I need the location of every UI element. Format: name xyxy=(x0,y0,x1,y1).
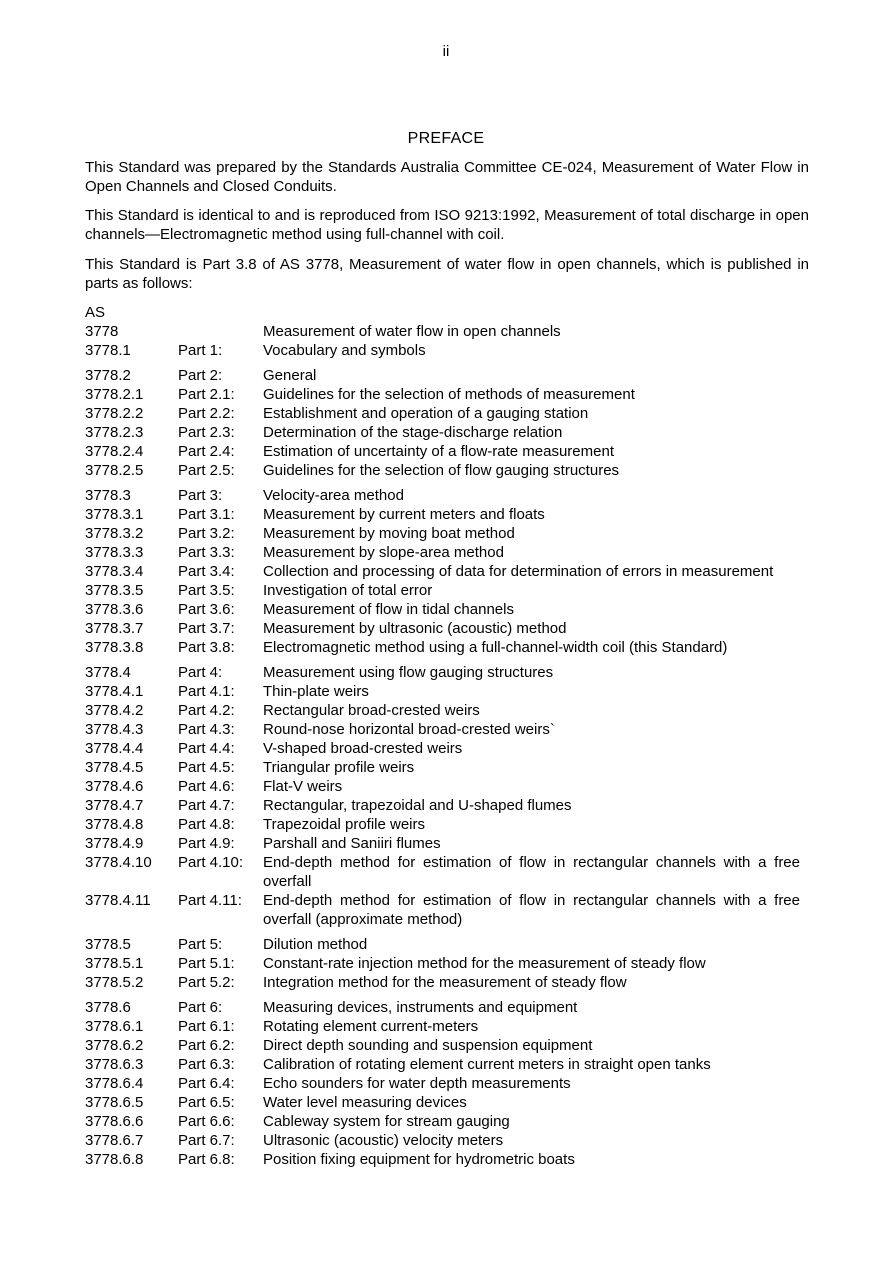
part-title: Vocabulary and symbols xyxy=(263,342,426,359)
part-standard-number: 3778.2 xyxy=(85,367,131,384)
parts-list-row xyxy=(85,505,809,524)
part-label: Part 3.7: xyxy=(178,620,235,637)
part-label: Part 2.3: xyxy=(178,424,235,441)
part-label: Part 6.6: xyxy=(178,1113,235,1130)
part-standard-number: 3778.1 xyxy=(85,342,131,359)
parts-list-row xyxy=(85,1112,809,1131)
part-standard-number: 3778.3.1 xyxy=(85,506,144,523)
part-label: Part 2.4: xyxy=(178,443,235,460)
part-title: Collection and processing of data for determination of errors in measurement xyxy=(263,563,774,580)
part-standard-number: 3778.4.1 xyxy=(85,683,144,700)
part-standard-number: 3778 xyxy=(85,323,119,340)
part-standard-number: 3778.6 xyxy=(85,999,131,1016)
part-title: Integration method for the measurement of steady flow xyxy=(263,974,627,991)
part-title: End-depth method for estimation of flow in rectangular channels with a free overfall xyxy=(263,854,800,890)
part-standard-number: 3778.6.2 xyxy=(85,1037,144,1054)
part-label: Part 6.8: xyxy=(178,1151,235,1168)
part-title: Measurement using flow gauging structures xyxy=(263,664,554,681)
part-standard-number: 3778.4.7 xyxy=(85,797,144,814)
parts-list-row xyxy=(85,1017,809,1036)
parts-list-row xyxy=(85,486,809,505)
part-standard-number: 3778.2.4 xyxy=(85,443,144,460)
part-standard-number: 3778.5.1 xyxy=(85,955,144,972)
part-label: Part 3.1: xyxy=(178,506,235,523)
part-standard-number: 3778.6.6 xyxy=(85,1113,144,1130)
parts-list-row xyxy=(85,998,809,1017)
part-label: Part 5.1: xyxy=(178,955,235,972)
part-standard-number: 3778.4.4 xyxy=(85,740,144,757)
part-title: Water level measuring devices xyxy=(263,1094,467,1111)
part-label: Part 4.5: xyxy=(178,759,235,776)
part-standard-number: 3778.2.2 xyxy=(85,405,144,422)
part-standard-number: 3778.4.8 xyxy=(85,816,144,833)
parts-list-row xyxy=(85,524,809,543)
part-label: Part 2: xyxy=(178,367,223,384)
part-title: Parshall and Saniiri flumes xyxy=(263,835,441,852)
part-label: Part 3.3: xyxy=(178,544,235,561)
part-standard-number: 3778.3.4 xyxy=(85,563,144,580)
part-label: Part 6.5: xyxy=(178,1094,235,1111)
part-standard-number: 3778.4.2 xyxy=(85,702,144,719)
parts-list-row xyxy=(85,1150,809,1169)
part-title: Investigation of total error xyxy=(263,582,433,599)
part-label: Part 4.7: xyxy=(178,797,235,814)
parts-list-row xyxy=(85,404,809,423)
part-label: Part 6.1: xyxy=(178,1018,235,1035)
part-title: Dilution method xyxy=(263,936,368,953)
part-label: Part 4.9: xyxy=(178,835,235,852)
part-title: Flat-V weirs xyxy=(263,778,343,795)
part-label: Part 3.8: xyxy=(178,639,235,656)
part-title: Calibration of rotating element current meters in straight open tanks xyxy=(263,1056,711,1073)
parts-list-row xyxy=(85,682,809,701)
parts-list-row xyxy=(85,796,809,815)
parts-list-row xyxy=(85,935,809,954)
part-standard-number: 3778.4 xyxy=(85,664,131,681)
parts-list-row xyxy=(85,581,809,600)
part-label: Part 4.11: xyxy=(178,892,242,909)
part-label: Part 3.5: xyxy=(178,582,235,599)
page-number: ii xyxy=(442,43,450,60)
part-standard-number: 3778.6.1 xyxy=(85,1018,144,1035)
part-standard-number: 3778.3.8 xyxy=(85,639,144,656)
part-title: Direct depth sounding and suspension equipment xyxy=(263,1037,593,1054)
part-title: Measurement by ultrasonic (acoustic) method xyxy=(263,620,567,637)
part-title: Position fixing equipment for hydrometric boats xyxy=(263,1151,575,1168)
part-standard-number: 3778.6.7 xyxy=(85,1132,144,1149)
part-standard-number: 3778.4.3 xyxy=(85,721,144,738)
part-label: Part 6.3: xyxy=(178,1056,235,1073)
part-standard-number: 3778.6.3 xyxy=(85,1056,144,1073)
part-title: Cableway system for stream gauging xyxy=(263,1113,510,1130)
part-label: Part 3: xyxy=(178,487,223,504)
part-label: Part 2.5: xyxy=(178,462,235,479)
parts-list-row xyxy=(85,834,809,853)
part-label: Part 5.2: xyxy=(178,974,235,991)
part-label: Part 3.6: xyxy=(178,601,235,618)
preface-paragraph: This Standard was prepared by the Standards Australia Committee CE-024, Measurement of Water Flow in Open Channels and Closed Conduits. xyxy=(85,159,809,195)
parts-list-row xyxy=(85,954,809,973)
parts-list-row xyxy=(85,891,809,929)
parts-list-row xyxy=(85,720,809,739)
part-standard-number: 3778.3.7 xyxy=(85,620,144,637)
part-label: Part 6.7: xyxy=(178,1132,235,1149)
part-standard-number: 3778.4.6 xyxy=(85,778,144,795)
parts-list-row xyxy=(85,853,809,891)
part-label: Part 3.2: xyxy=(178,525,235,542)
parts-list-row xyxy=(85,1036,809,1055)
part-standard-number: 3778.5.2 xyxy=(85,974,144,991)
part-standard-number: 3778.3.3 xyxy=(85,544,144,561)
part-label: Part 4.1: xyxy=(178,683,235,700)
part-standard-number: 3778.6.4 xyxy=(85,1075,144,1092)
part-label: Part 5: xyxy=(178,936,223,953)
part-label: Part 3.4: xyxy=(178,563,235,580)
parts-list-row xyxy=(85,1055,809,1074)
parts-list-row xyxy=(85,973,809,992)
part-title: Measurement by slope-area method xyxy=(263,544,504,561)
part-title: Measurement of flow in tidal channels xyxy=(263,601,514,618)
part-title: End-depth method for estimation of flow in rectangular channels with a free overfall (approximate method) xyxy=(263,892,800,928)
part-title: Guidelines for the selection of flow gauging structures xyxy=(263,462,620,479)
part-standard-number: 3778.4.10 xyxy=(85,854,152,871)
part-label: Part 2.2: xyxy=(178,405,235,422)
part-standard-number: 3778.3.2 xyxy=(85,525,144,542)
part-label: Part 1: xyxy=(178,342,223,359)
part-title: Electromagnetic method using a full-channel-width coil (this Standard) xyxy=(263,639,728,656)
part-title: Rectangular, trapezoidal and U-shaped flumes xyxy=(263,797,572,814)
parts-list-row xyxy=(85,366,809,385)
parts-list-row xyxy=(85,739,809,758)
parts-list-row xyxy=(85,385,809,404)
part-label: Part 4.2: xyxy=(178,702,235,719)
parts-list xyxy=(85,303,809,1169)
part-label: Part 2.1: xyxy=(178,386,235,403)
part-label: Part 4.10: xyxy=(178,854,244,871)
parts-list-header: AS xyxy=(85,304,106,321)
part-standard-number: 3778.3.5 xyxy=(85,582,144,599)
part-title: Establishment and operation of a gauging station xyxy=(263,405,589,422)
part-label: Part 4.4: xyxy=(178,740,235,757)
parts-list-row xyxy=(85,322,809,341)
parts-list-row xyxy=(85,777,809,796)
parts-list-row xyxy=(85,442,809,461)
part-title: Constant-rate injection method for the measurement of steady flow xyxy=(263,955,706,972)
part-title: Measurement by current meters and floats xyxy=(263,506,545,523)
parts-list-row xyxy=(85,562,809,581)
part-title: Rotating element current-meters xyxy=(263,1018,479,1035)
part-standard-number: 3778.2.3 xyxy=(85,424,144,441)
part-title: Triangular profile weirs xyxy=(263,759,415,776)
part-title: Round-nose horizontal broad-crested weirs` xyxy=(263,721,555,738)
part-title: Determination of the stage-discharge relation xyxy=(263,424,563,441)
part-standard-number: 3778.6.8 xyxy=(85,1151,144,1168)
preface-paragraph: This Standard is identical to and is reproduced from ISO 9213:1992, Measurement of total discharge in open channels—Electromagnetic method using full-channel with coil. xyxy=(85,207,809,243)
part-label: Part 6.4: xyxy=(178,1075,235,1092)
parts-list-row xyxy=(85,758,809,777)
part-standard-number: 3778.5 xyxy=(85,936,131,953)
part-title: Rectangular broad-crested weirs xyxy=(263,702,480,719)
part-title: Estimation of uncertainty of a flow-rate measurement xyxy=(263,443,614,460)
part-standard-number: 3778.3 xyxy=(85,487,131,504)
part-title: General xyxy=(263,367,317,384)
part-standard-number: 3778.2.5 xyxy=(85,462,144,479)
parts-list-row xyxy=(85,1093,809,1112)
part-title: Measurement by moving boat method xyxy=(263,525,515,542)
part-title: Trapezoidal profile weirs xyxy=(263,816,426,833)
part-title: Thin-plate weirs xyxy=(263,683,369,700)
part-title: V-shaped broad-crested weirs xyxy=(263,740,463,757)
part-title: Measuring devices, instruments and equipment xyxy=(263,999,578,1016)
parts-list-row xyxy=(85,1074,809,1093)
part-standard-number: 3778.2.1 xyxy=(85,386,144,403)
part-standard-number: 3778.3.6 xyxy=(85,601,144,618)
part-standard-number: 3778.4.9 xyxy=(85,835,144,852)
parts-list-row xyxy=(85,341,809,360)
preface-paragraph: This Standard is Part 3.8 of AS 3778, Measurement of water flow in open channels, which is published in parts as follows: xyxy=(85,256,809,292)
part-label: Part 4.3: xyxy=(178,721,235,738)
parts-list-row xyxy=(85,663,809,682)
part-label: Part 4.8: xyxy=(178,816,235,833)
parts-list-row xyxy=(85,815,809,834)
parts-list-row xyxy=(85,543,809,562)
part-standard-number: 3778.4.11 xyxy=(85,892,151,909)
part-label: Part 4: xyxy=(178,664,223,681)
parts-list-row xyxy=(85,701,809,720)
parts-list-row xyxy=(85,619,809,638)
parts-list-row xyxy=(85,461,809,480)
part-standard-number: 3778.6.5 xyxy=(85,1094,144,1111)
part-title: Ultrasonic (acoustic) velocity meters xyxy=(263,1132,504,1149)
part-label: Part 4.6: xyxy=(178,778,235,795)
part-label: Part 6: xyxy=(178,999,223,1016)
part-title: Echo sounders for water depth measurements xyxy=(263,1075,571,1092)
part-label: Part 6.2: xyxy=(178,1037,235,1054)
part-title: Velocity-area method xyxy=(263,487,404,504)
parts-rows xyxy=(85,322,809,1169)
part-standard-number: 3778.4.5 xyxy=(85,759,144,776)
part-title: Measurement of water flow in open channels xyxy=(263,323,561,340)
parts-list-row xyxy=(85,600,809,619)
part-title: Guidelines for the selection of methods of measurement xyxy=(263,386,635,403)
preface-heading: PREFACE xyxy=(407,130,485,147)
parts-list-row xyxy=(85,1131,809,1150)
parts-list-row xyxy=(85,423,809,442)
parts-list-row xyxy=(85,638,809,657)
